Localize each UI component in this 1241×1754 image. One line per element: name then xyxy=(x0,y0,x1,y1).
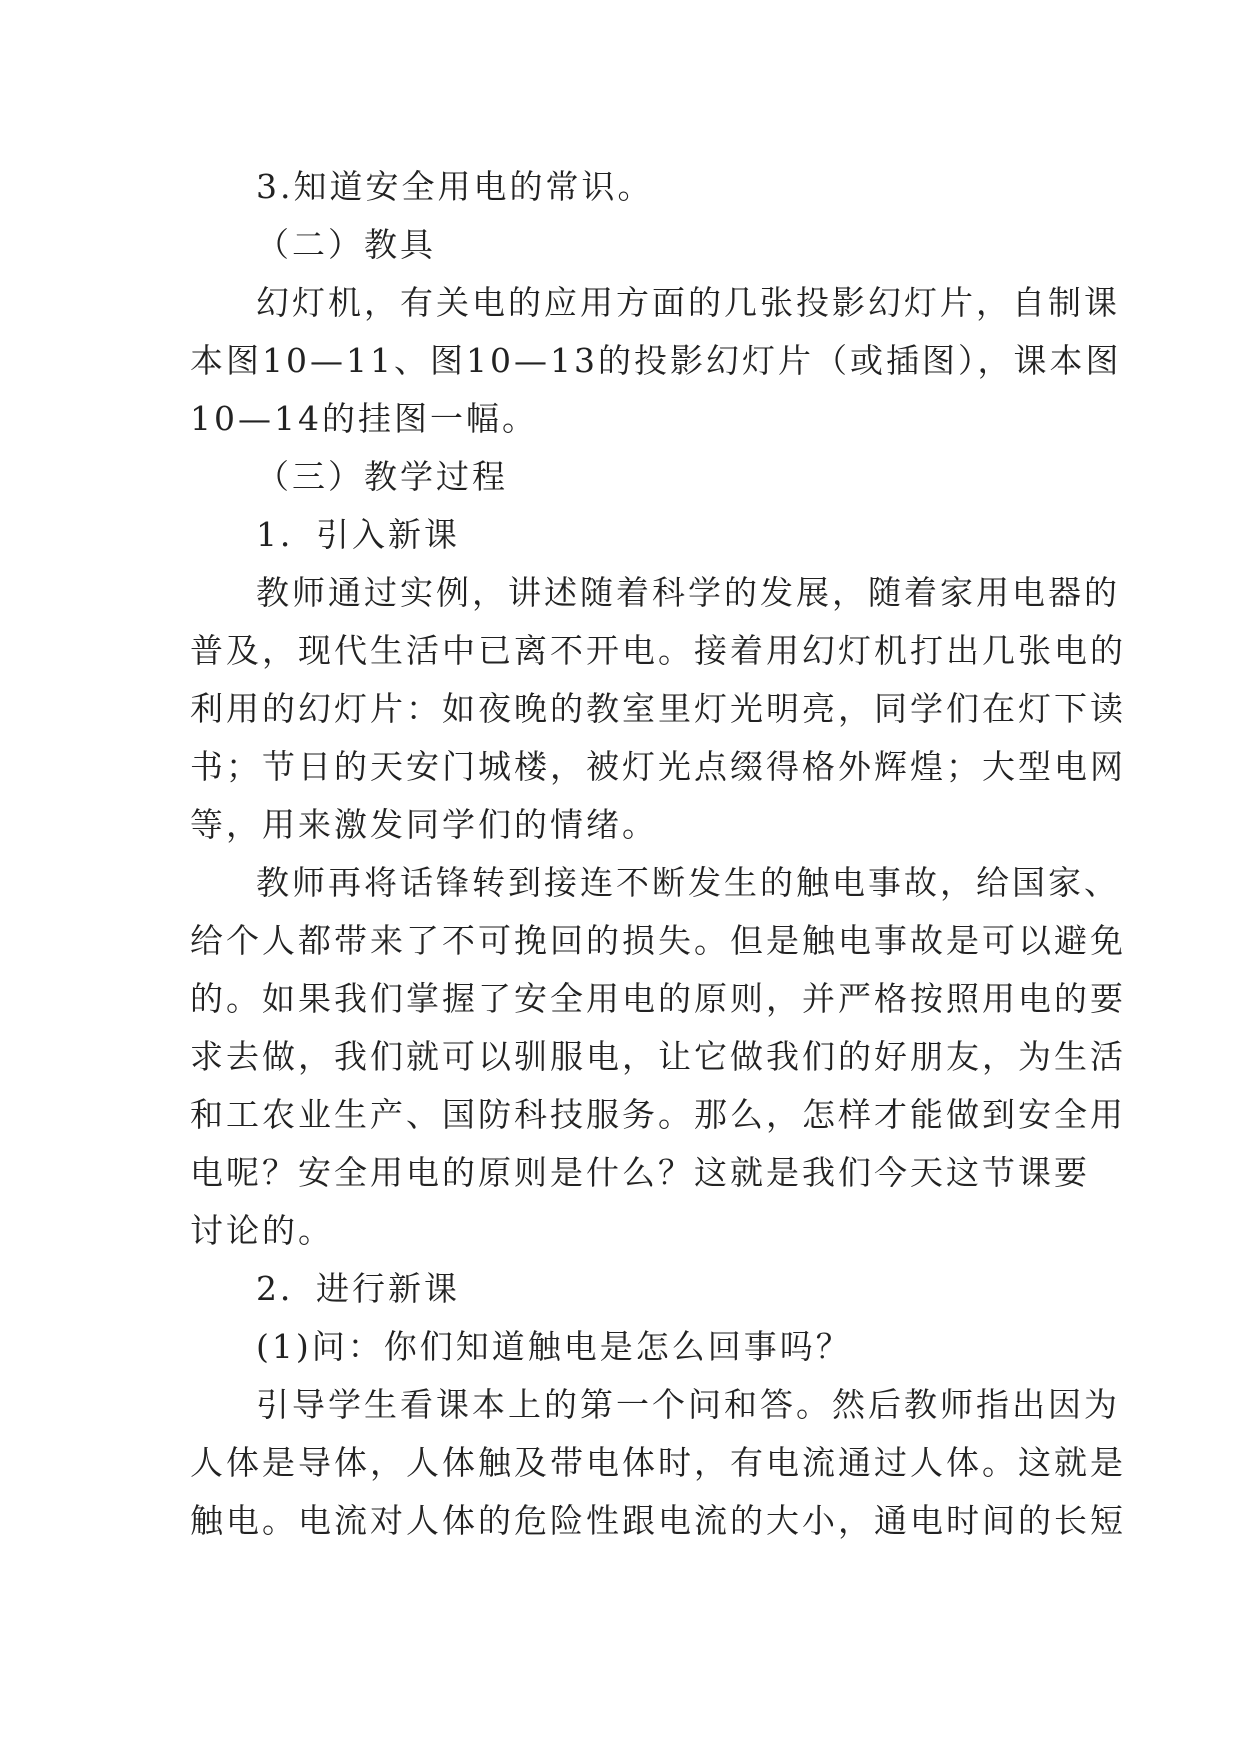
subsection-heading: 1．引入新课 xyxy=(256,515,460,554)
text-line: 教师通过实例，讲述随着科学的发展，随着家用电器的 xyxy=(256,573,1120,612)
text-line: 人体是导体，人体触及带电体时，有电流通过人体。这就是 xyxy=(190,1443,1126,1482)
text-line: 电呢？安全用电的原则是什么？这就是我们今天这节课要 xyxy=(190,1153,1090,1192)
text-line: 10—14的挂图一幅。 xyxy=(190,399,538,438)
text-line: 触电。电流对人体的危险性跟电流的大小，通电时间的长短 xyxy=(190,1501,1126,1540)
section-heading: （二）教具 xyxy=(256,225,436,264)
text-line: 书；节日的天安门城楼，被灯光点缀得格外辉煌；大型电网 xyxy=(190,747,1126,786)
text-line: 幻灯机，有关电的应用方面的几张投影幻灯片，自制课 xyxy=(256,283,1120,322)
text-line: 的。如果我们掌握了安全用电的原则，并严格按照用电的要 xyxy=(190,979,1126,1018)
text-line: 利用的幻灯片：如夜晚的教室里灯光明亮，同学们在灯下读 xyxy=(190,689,1126,728)
text-line: 求去做，我们就可以驯服电，让它做我们的好朋友，为生活 xyxy=(190,1037,1126,1076)
text-line: 引导学生看课本上的第一个问和答。然后教师指出因为 xyxy=(256,1385,1120,1424)
section-heading: （三）教学过程 xyxy=(256,457,508,496)
text-line: 讨论的。 xyxy=(190,1211,334,1250)
text-line: 给个人都带来了不可挽回的损失。但是触电事故是可以避免 xyxy=(190,921,1126,960)
text-line: 和工农业生产、国防科技服务。那么，怎样才能做到安全用 xyxy=(190,1095,1126,1134)
text-line: 3.知道安全用电的常识。 xyxy=(256,167,654,206)
text-line: 教师再将话锋转到接连不断发生的触电事故，给国家、 xyxy=(256,863,1120,902)
text-line: 普及，现代生活中已离不开电。接着用幻灯机打出几张电的 xyxy=(190,631,1126,670)
text-line: 等，用来激发同学们的情绪。 xyxy=(190,805,658,844)
subsection-heading: 2．进行新课 xyxy=(256,1269,460,1308)
body-text xyxy=(190,158,1126,1550)
text-line: (1)问：你们知道触电是怎么回事吗？ xyxy=(256,1327,852,1366)
text-line: 本图10—11、图10—13的投影幻灯片（或插图），课本图 xyxy=(190,341,1122,380)
